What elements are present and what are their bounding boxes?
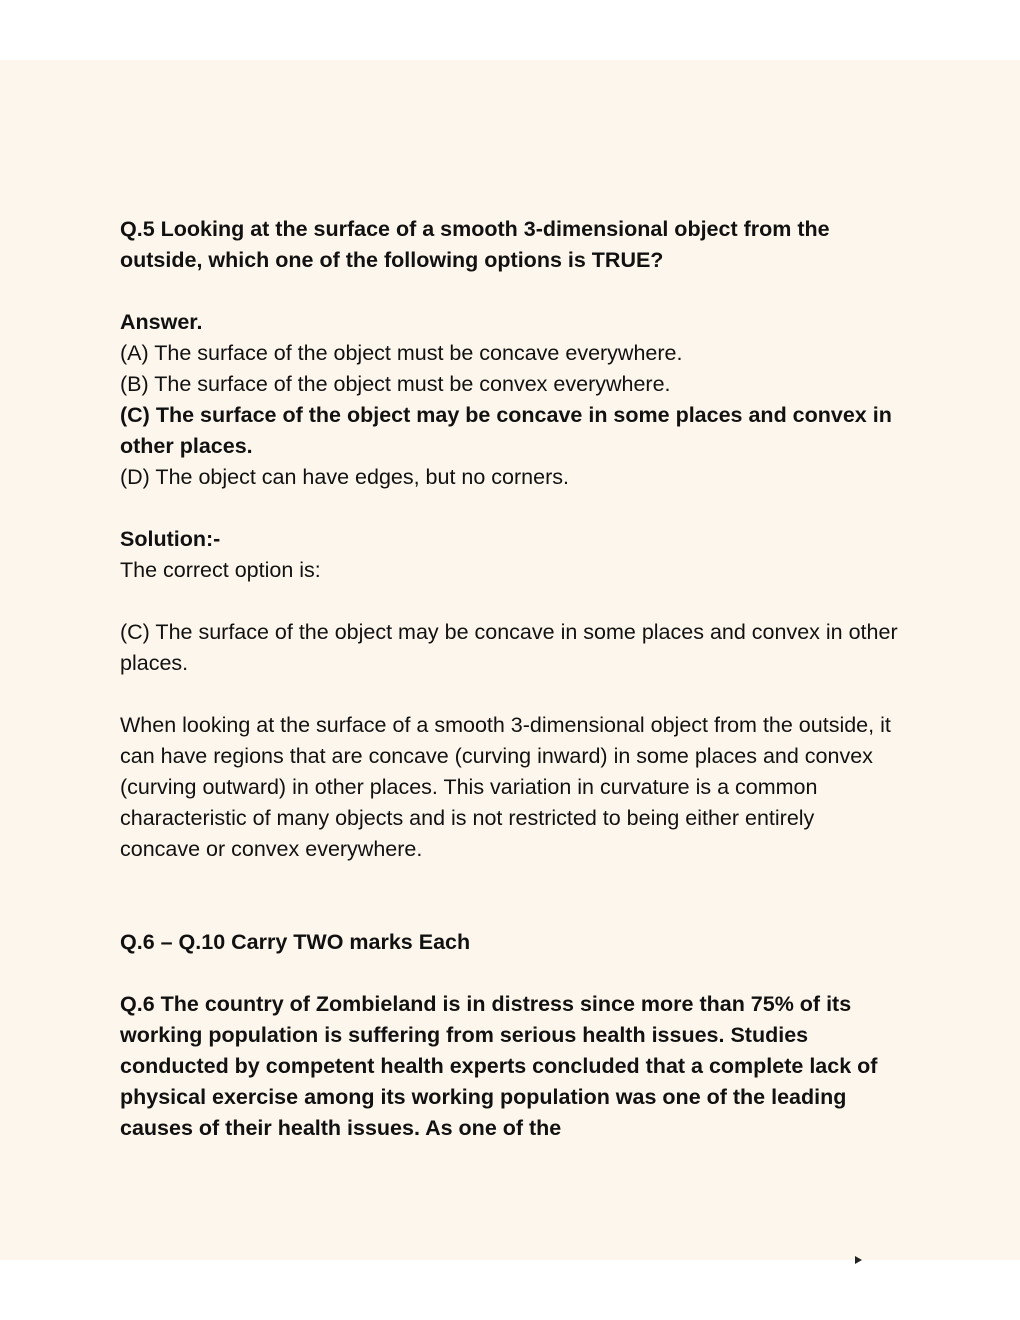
solution-answer: (C) The surface of the object may be concave in some places and convex in other places. (120, 620, 898, 675)
page-content (120, 214, 900, 1144)
option-b: (B) The surface of the object must be convex everywhere. (120, 372, 671, 396)
q6-question: Q.6 The country of Zombieland is in distress since more than 75% of its working population is suffering from serious health issues. Studies conducted by competent health experts concluded that a complete lack of physical exercise among its working population was one of the leading causes of their health issues. As one of the (120, 992, 878, 1140)
solution-label: Solution:- (120, 527, 221, 551)
answer-label: Answer. (120, 310, 203, 334)
option-d: (D) The object can have edges, but no corners. (120, 465, 569, 489)
spacer (120, 493, 900, 524)
q5-question: Q.5 Looking at the surface of a smooth 3-dimensional object from the outside, which one of the following options is TRUE? (120, 217, 830, 272)
option-a: (A) The surface of the object must be concave everywhere. (120, 341, 683, 365)
spacer (120, 865, 900, 927)
section-heading: Q.6 – Q.10 Carry TWO marks Each (120, 930, 471, 954)
solution-intro: The correct option is: (120, 558, 321, 582)
spacer (120, 679, 900, 710)
solution-explanation: When looking at the surface of a smooth 3-dimensional object from the outside, it can have regions that are concave (curving inward) in some places and convex (curving outward) in other places. This variation in curvature is a common characteristic of many objects and is not restricted to being either entirely concave or convex everywhere. (120, 713, 891, 861)
cursor-arrow-icon (855, 1256, 862, 1264)
spacer (120, 276, 900, 307)
option-c-correct: (C) The surface of the object may be concave in some places and convex in other places. (120, 403, 892, 458)
spacer (120, 958, 900, 989)
spacer (120, 586, 900, 617)
